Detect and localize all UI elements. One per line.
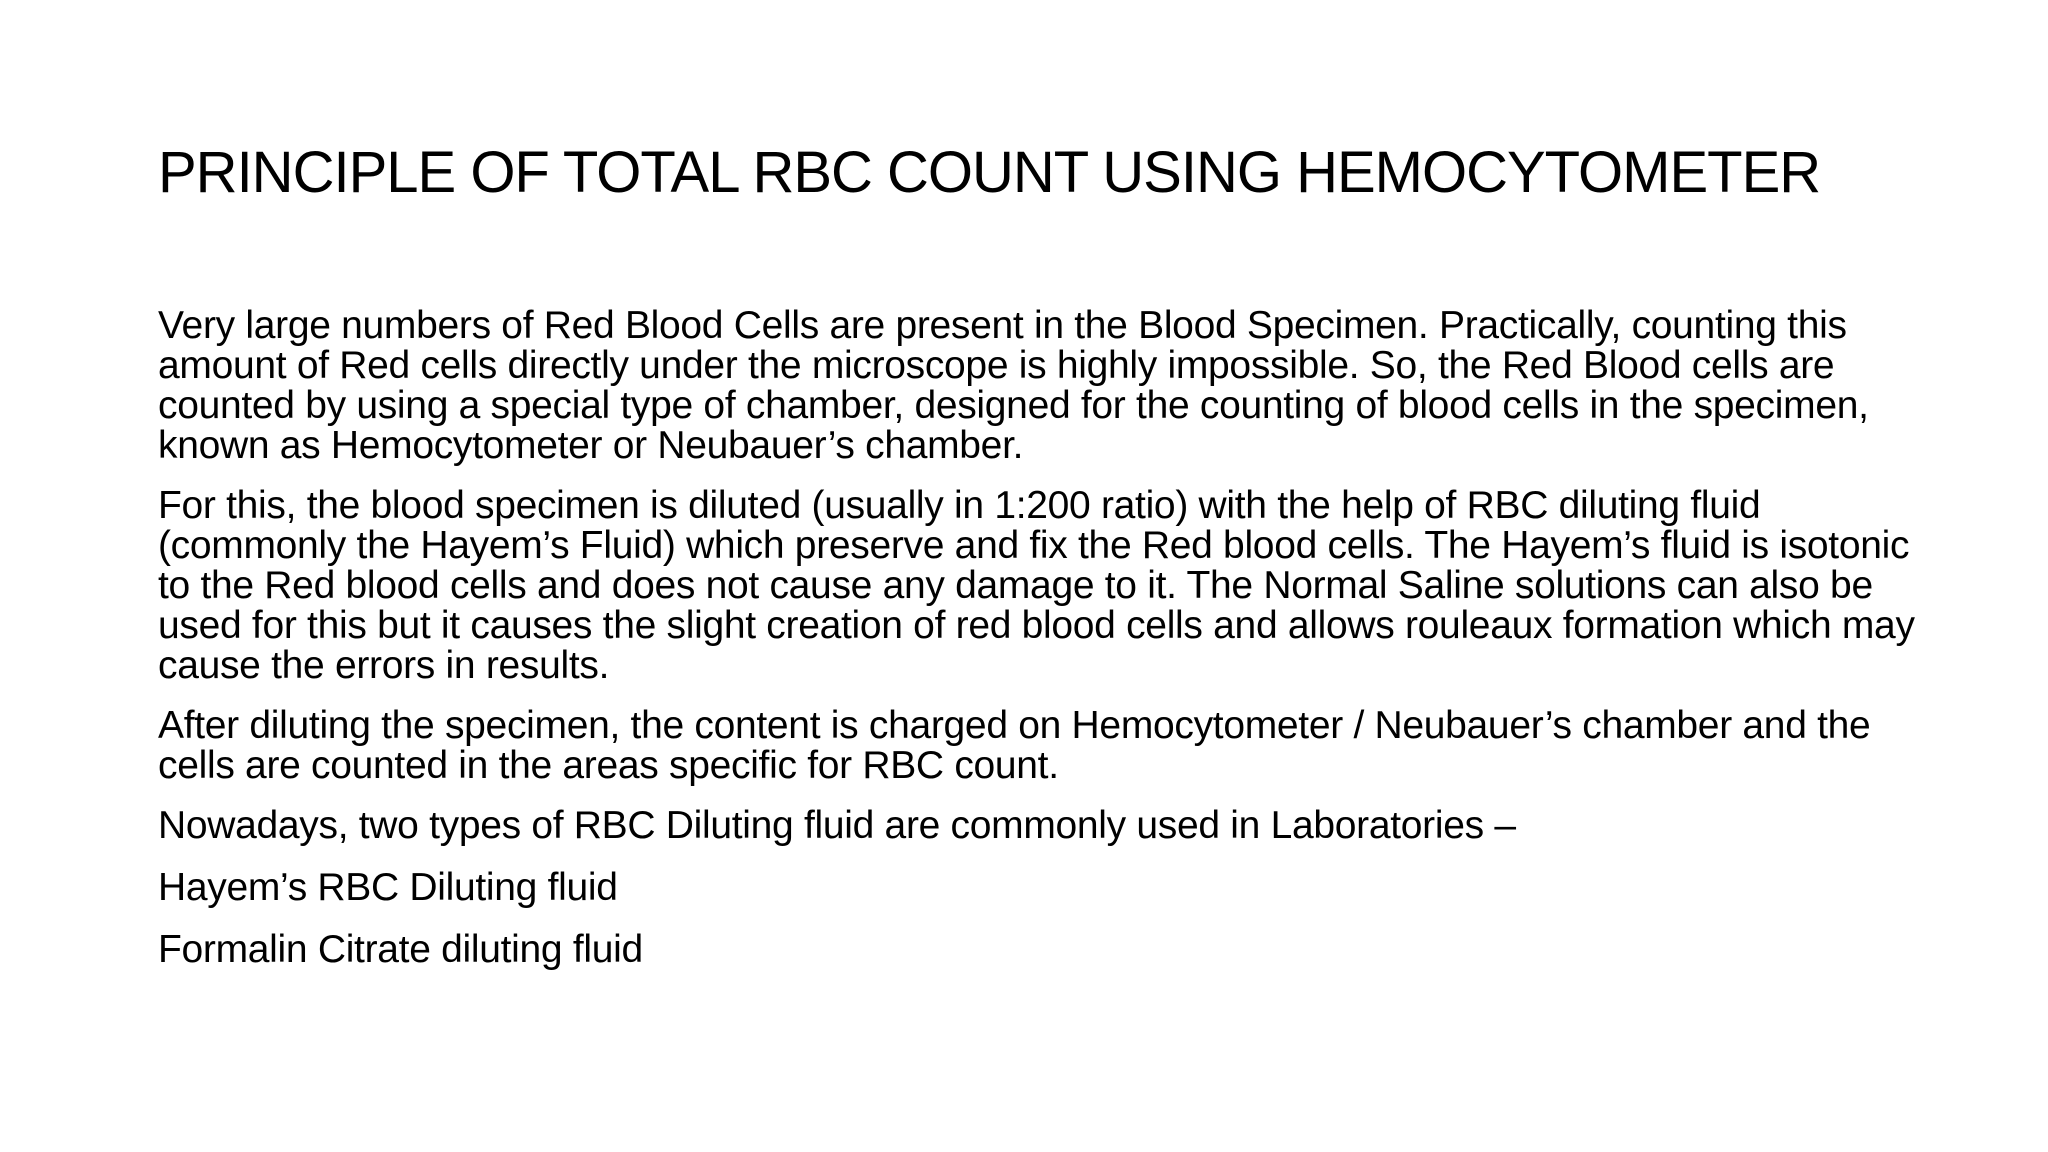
list-item-formalin-citrate-fluid: Formalin Citrate diluting fluid — [158, 928, 643, 971]
paragraph-rbc-counting-intro: Very large numbers of Red Blood Cells are present in the Blood Specimen. Practically, counting this amount of Red cells directly under the microscope is highly impossible. So, the Red Blood cells are counted by using a special type of chamber, designed for the counting of blood cells in the specimen, known as Hemocytometer or Neubauer’s chamber. — [158, 304, 1869, 467]
slide-body — [158, 306, 1918, 992]
paragraph-dilution: For this, the blood specimen is diluted (usually in 1:200 ratio) with the help of RBC diluting fluid (commonly the Hayem’s Fluid) which preserve and fix the Red blood cells. The Hayem’s fluid is isotonic to the Red blood cells and does not cause any damage to it. The Normal Saline solutions can also be used for this but it causes the slight creation of red blood cells and allows rouleaux formation which may cause the errors in results. — [158, 484, 1915, 687]
paragraph-charging-chamber: After diluting the specimen, the content is charged on Hemocytometer / Neubauer’s chamber and the cells are counted in the areas specific for RBC count. — [158, 704, 1871, 787]
list-item-hayems-fluid: Hayem’s RBC Diluting fluid — [158, 866, 618, 909]
paragraph-diluting-fluid-types: Nowadays, two types of RBC Diluting fluid are commonly used in Laboratories – — [158, 804, 1516, 847]
slide-title: PRINCIPLE OF TOTAL RBC COUNT USING HEMOCYTOMETER — [158, 140, 1821, 205]
